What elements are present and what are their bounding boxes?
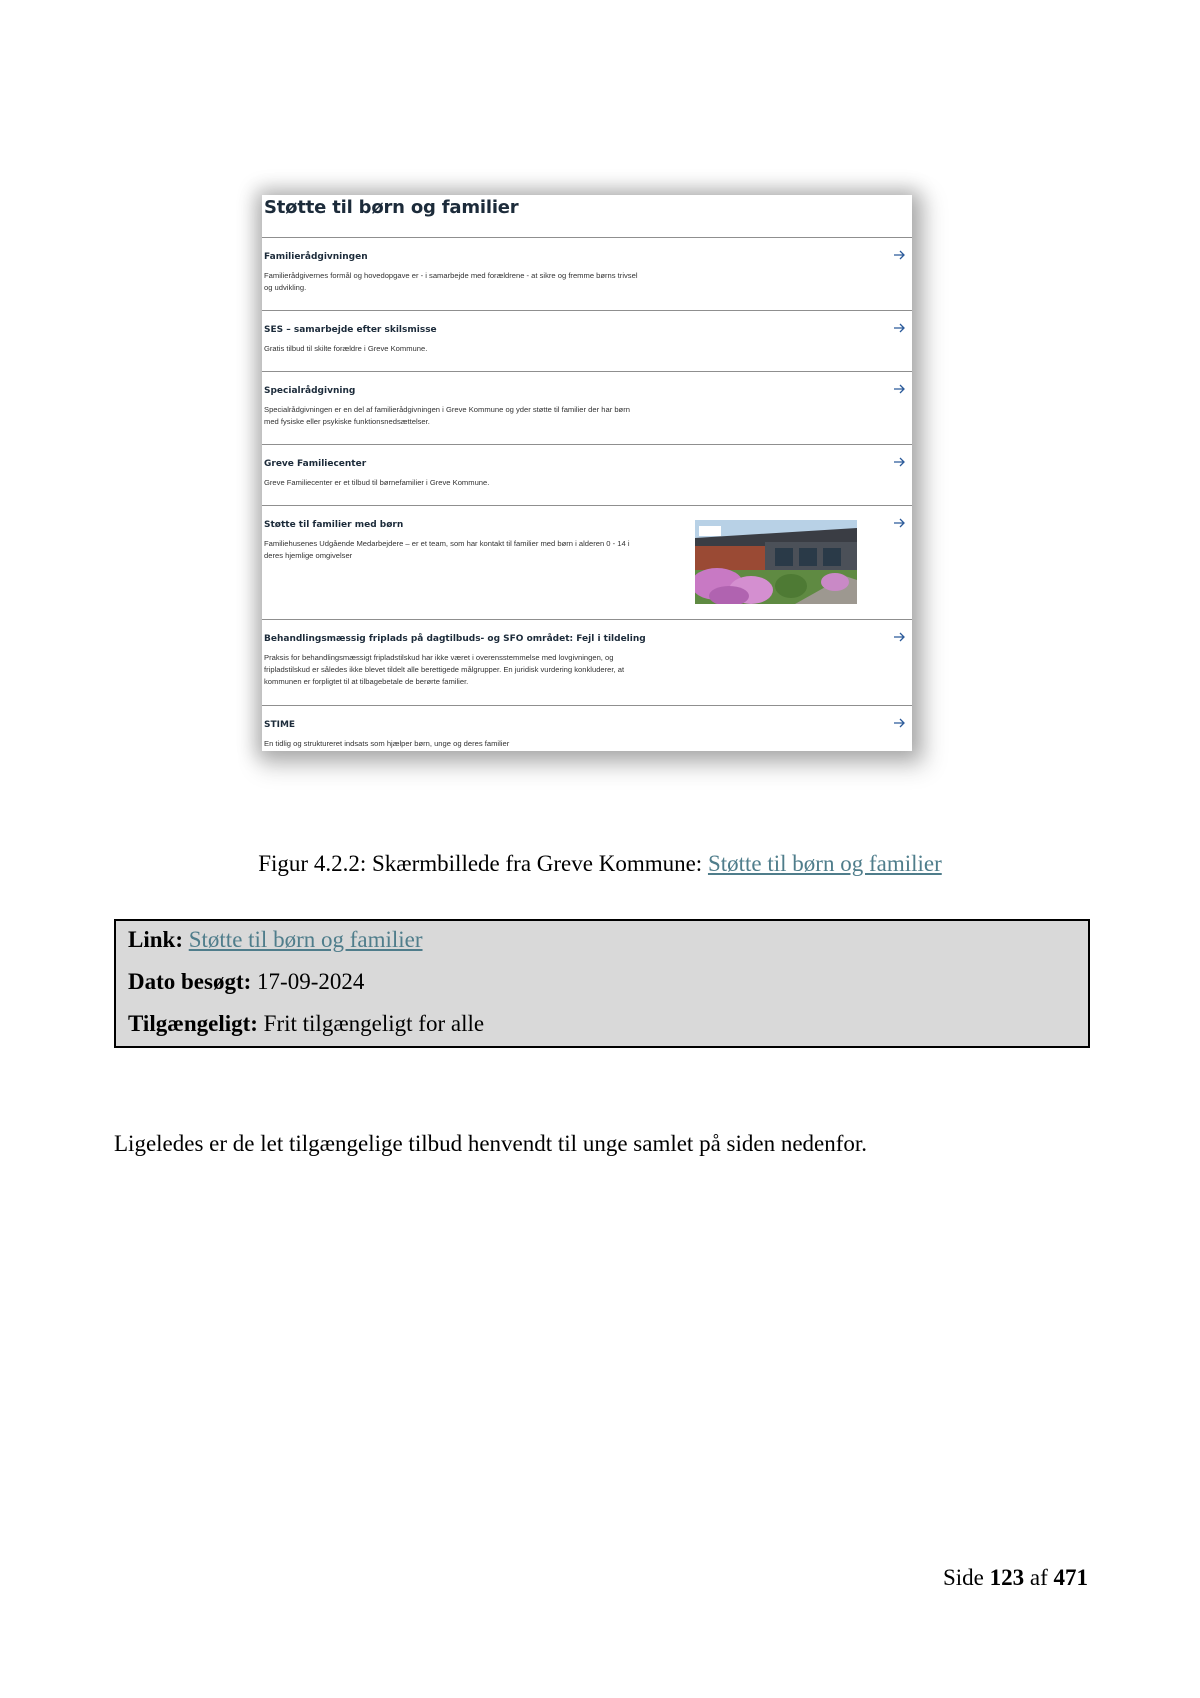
info-date-line — [128, 969, 364, 995]
list-item-title: SES – samarbejde efter skilsmisse — [264, 325, 437, 335]
info-access-value: Frit tilgængeligt for alle — [263, 1011, 485, 1036]
figure-screenshot — [262, 195, 912, 751]
list-item[interactable] — [262, 619, 912, 705]
footer-total: 471 — [1053, 1565, 1088, 1590]
list-item[interactable] — [262, 237, 912, 310]
info-link-line — [128, 927, 423, 953]
arrow-right-icon[interactable] — [892, 516, 906, 530]
arrow-right-icon[interactable] — [892, 321, 906, 335]
list-item-title: Specialrådgivning — [264, 386, 356, 396]
footer-af: af — [1029, 1565, 1048, 1590]
info-access-line — [128, 1011, 484, 1037]
footer-side: Side — [942, 1565, 984, 1590]
list-item-description: Praksis for behandlingsmæssigt fripladstilskud har ikke været i overensstemmelse med lovgivningen, og fripladstilskud er således ikke blevet tildelt alle berettigede målgrupper. En juridisk vurdering konkluderer, at kommunen er forpligtet til at tilbagebetale de berørte familier. — [264, 653, 625, 686]
caption-text: Figur 4.2.2: Skærmbillede fra Greve Kommune: — [258, 851, 708, 876]
screenshot-page-title: Støtte til børn og familier — [264, 197, 519, 218]
body-paragraph: Ligeledes er de let tilgængelige tilbud henvendt til unge samlet på siden nedenfor. — [114, 1131, 868, 1156]
list-item[interactable] — [262, 310, 912, 371]
list-item-description: En tidlig og struktureret indsats som hjælper børn, unge og deres familier — [264, 739, 510, 748]
info-link-label: Link: — [128, 927, 183, 952]
arrow-right-icon[interactable] — [892, 455, 906, 469]
arrow-right-icon[interactable] — [892, 716, 906, 730]
list-item-description: Familierådgivernes formål og hovedopgave er - i samarbejde med forældrene - at sikre og fremme børns trivsel og udvikling. — [264, 271, 638, 292]
list-item-description: Specialrådgivningen er en del af familierådgivningen i Greve Kommune og yder støtte til familier der har børn med fysiske eller psykiske funktionsnedsættelser. — [264, 405, 630, 426]
arrow-right-icon[interactable] — [892, 382, 906, 396]
list-item-description: Gratis tilbud til skilte forældre i Greve Kommune. — [264, 344, 428, 353]
list-item[interactable] — [262, 444, 912, 505]
list-item-title: Støtte til familier med børn — [264, 520, 404, 530]
source-info-box — [114, 919, 1090, 1048]
list-item-title: Behandlingsmæssig friplads på dagtilbuds- og SFO området: Fejl i tildeling — [264, 634, 646, 644]
footer-page: 123 — [989, 1565, 1025, 1590]
list-item[interactable] — [262, 505, 912, 619]
info-date-label: Dato besøgt: — [128, 969, 252, 994]
info-access-label: Tilgængeligt: — [128, 1011, 258, 1036]
info-link[interactable]: Støtte til børn og familier — [188, 927, 423, 952]
list-item-title: STIME — [264, 720, 296, 730]
info-date-value: 17-09-2024 — [257, 969, 365, 994]
list-item[interactable] — [262, 705, 912, 751]
figure-caption — [0, 851, 1200, 877]
list-item-description: Greve Familiecenter er et tilbud til børnefamilier i Greve Kommune. — [264, 478, 490, 487]
list-item[interactable] — [262, 371, 912, 444]
list-item-description: Familiehusenes Udgående Medarbejdere – er et team, som har kontakt til familier med børn i alderen 0 - 14 i deres hjemlige omgivelser — [264, 539, 630, 560]
caption-link[interactable]: Støtte til børn og familier — [707, 851, 942, 876]
list-item-title: Familierådgivningen — [264, 252, 368, 262]
building-photo — [695, 520, 857, 604]
arrow-right-icon[interactable] — [892, 248, 906, 262]
page-number — [943, 1565, 1088, 1591]
list-item-title: Greve Familiecenter — [264, 459, 367, 469]
arrow-right-icon[interactable] — [892, 630, 906, 644]
